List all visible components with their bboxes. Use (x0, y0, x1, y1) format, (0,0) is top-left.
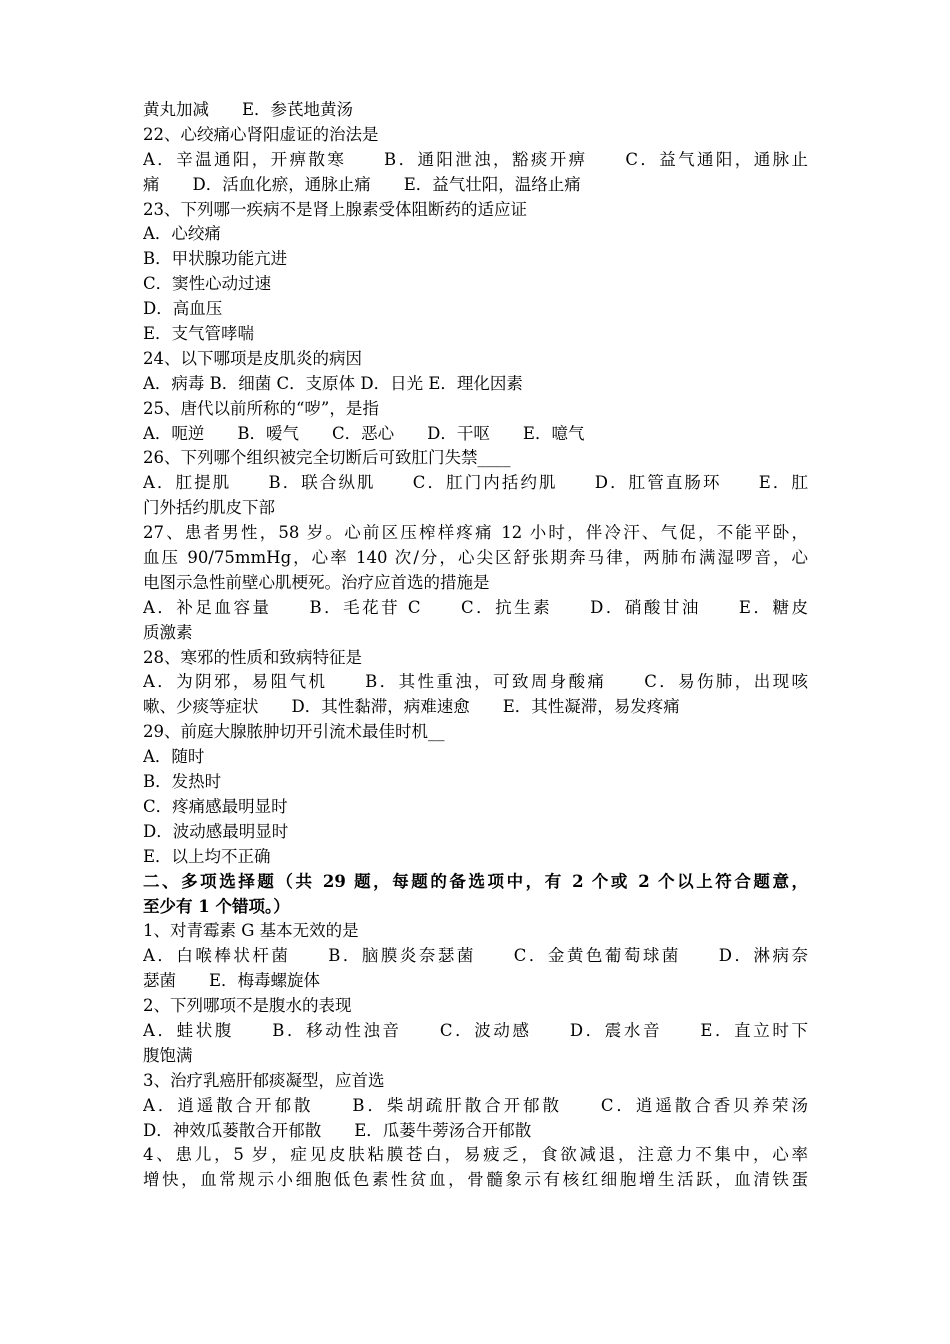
text-line: A．随时 (143, 747, 205, 767)
text-line: 24、以下哪项是皮肌炎的病因 (143, 348, 362, 368)
text-line: 黄丸加减 E．参芪地黄汤 (143, 100, 354, 119)
text-line: 质激素 (143, 622, 193, 642)
text-line: A．白喉棒状杆菌 B．脑膜炎奈瑟菌 C．金黄色葡萄球菌 D．淋病奈 (143, 946, 808, 966)
text-line: B．发热时 (143, 772, 222, 792)
text-line: 门外括约肌皮下部 (143, 498, 275, 518)
text-line: 痛 D．活血化瘀，通脉止痛 E．益气壮阳，温络止痛 (143, 174, 581, 194)
text-line: 3、治疗乳癌肝郁痰凝型，应首选 (143, 1070, 385, 1090)
text-line: 增快，血常规示小细胞低色素性贫血，骨髓象示有核红细胞增生活跃，血清铁蛋 (143, 1170, 808, 1190)
text-line: A．肛提肌 B．联合纵肌 C．肛门内括约肌 D．肛管直肠环 E．肛 (143, 473, 808, 493)
document-page (143, 98, 808, 1193)
text-line: D．高血压 (143, 299, 223, 319)
text-line: E．以上均不正确 (143, 846, 271, 866)
text-line: 23、下列哪一疾病不是肾上腺素受体阻断药的适应证 (143, 199, 527, 219)
text-line: C．窦性心动过速 (143, 274, 272, 294)
text-line: 血压 90/75mmHg，心率 140 次/分，心尖区舒张期奔马律，两肺布满湿啰音，心 (143, 548, 808, 568)
text-line: A．辛温通阳，开痹散寒 B．通阳泄浊，豁痰开痹 C．益气通阳，通脉止 (143, 149, 808, 169)
text-line: 29、前庭大腺脓肿切开引流术最佳时机__ (143, 722, 445, 742)
text-line: A．病毒 B．细菌 C．支原体 D．日光 E．理化因素 (143, 373, 523, 393)
text-line: E．支气管哮喘 (143, 324, 255, 344)
text-line: 1、对青霉素 G 基本无效的是 (143, 921, 359, 941)
text-line: 嗽、少痰等症状 D．其性黏滞，病难速愈 E．其性凝滞，易发疼痛 (143, 697, 680, 717)
text-line: 25、唐代以前所称的“哕”，是指 (143, 398, 379, 418)
text-line: A．逍遥散合开郁散 B．柴胡疏肝散合开郁散 C．逍遥散合香贝养荣汤 (143, 1095, 808, 1115)
text-line: A．补足血容量 B．毛花苷 C C．抗生素 D．硝酸甘油 E．糖皮 (143, 597, 808, 617)
text-line: A．为阴邪，易阻气机 B．其性重浊，可致周身酸痛 C．易伤肺，出现咳 (143, 672, 808, 692)
text-line: A．蛙状腹 B．移动性浊音 C．波动感 D．震水音 E．直立时下 (143, 1020, 808, 1040)
text-line: A．呃逆 B．嗳气 C．恶心 D．干呕 E．噫气 (143, 423, 585, 443)
text-line: D．波动感最明显时 (143, 821, 289, 841)
text-line: 26、下列哪个组织被完全切断后可致肛门失禁____ (143, 448, 511, 468)
text-line: 二、多项选择题（共 29 题，每题的备选项中，有 2 个或 2 个以上符合题意， (143, 871, 808, 891)
text-line: 22、心绞痛心肾阳虚证的治法是 (143, 124, 379, 144)
text-line: 27、患者男性，58 岁。心前区压榨样疼痛 12 小时，伴冷汗、气促，不能平卧， (143, 523, 808, 543)
text-line: 2、下列哪项不是腹水的表现 (143, 996, 352, 1016)
text-line: 腹饱满 (143, 1045, 193, 1065)
text-line: 4、患儿，5 岁，症见皮肤粘膜苍白，易疲乏，食欲减退，注意力不集中，心率 (143, 1145, 808, 1165)
text-line: D．神效瓜蒌散合开郁散 E．瓜蒌牛蒡汤合开郁散 (143, 1120, 532, 1140)
text-line: B．甲状腺功能亢进 (143, 249, 288, 269)
text-line: 电图示急性前壁心肌梗死。治疗应首选的措施是 (143, 572, 490, 592)
text-line: 至少有 1 个错项。） (143, 896, 290, 916)
text-line: 瑟菌 E．梅毒螺旋体 (143, 971, 321, 991)
text-line: 28、寒邪的性质和致病特征是 (143, 647, 362, 667)
text-line: A．心绞痛 (143, 224, 221, 244)
text-line: C．疼痛感最明显时 (143, 796, 288, 816)
